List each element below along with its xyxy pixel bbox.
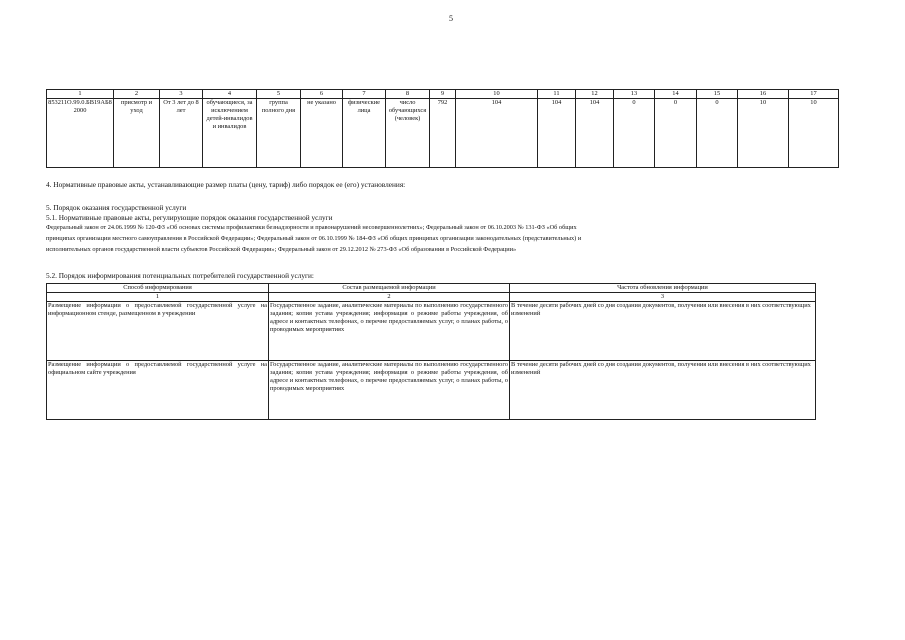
- law-line: принципах организации местного самоуправления в Российской Федерации»; Федеральный закон от 06.10.1999 № 184-ФЗ «Об общих принципах организации законодательных (представительных) и: [46, 235, 582, 242]
- section-5-1-heading: 5.1. Нормативные правовые акты, регулирующие порядок оказания государственной услуги: [46, 213, 333, 222]
- value-cell: 104: [576, 99, 614, 168]
- section-5-heading: 5. Порядок оказания государственной услуги: [46, 203, 187, 212]
- table-number-row: [47, 293, 816, 302]
- value-cell: 0: [697, 99, 738, 168]
- frequency-cell: В течение десяти рабочих дней со дня создания документов, получения или внесения в них соответствующих изменений: [510, 361, 816, 420]
- column-number: 14: [655, 90, 697, 99]
- value-cell: 104: [456, 99, 538, 168]
- method-cell: Размещение информации о предоставляемой государственной услуге на информационном стенде, размещенном в учреждении: [47, 302, 269, 361]
- column-header: Состав размещаемой информации: [269, 284, 510, 293]
- column-number: 3: [510, 293, 816, 302]
- registry-code-cell: 853211О.99.0.БВ19АБ82000: [47, 99, 114, 168]
- section-4-heading: 4. Нормативные правовые акты, устанавливающие размер платы (цену, тариф) либо порядок ее (его) установления:: [46, 180, 406, 189]
- column-number: 9: [430, 90, 456, 99]
- indicators-table: [46, 89, 839, 168]
- age-cell: От 3 лет до 8 лет: [160, 99, 203, 168]
- column-number: 4: [203, 90, 257, 99]
- law-line: исполнительных органов государственной власти субъектов Российской Федерации»; Федеральный закон от 29.12.2012 № 273-ФЗ «Об образовании в Российской Федерации»: [46, 246, 517, 253]
- law-line: Федеральный закон от 24.06.1999 № 120-ФЗ «Об основах системы профилактики безнадзорности и правонарушений несовершеннолетних»; Федеральный закон от 06.10.2003 № 131-ФЗ «Об общих: [46, 224, 577, 231]
- column-number: 10: [456, 90, 538, 99]
- column-number: 7: [343, 90, 386, 99]
- condition-cell: не указано: [301, 99, 343, 168]
- section-5-2-heading: 5.2. Порядок информирования потенциальных потребителей государственной услуги:: [46, 271, 314, 280]
- category-cell: обучающиеся, за исключением детей-инвалидов и инвалидов: [203, 99, 257, 168]
- table-row: [47, 302, 816, 361]
- column-number: 6: [301, 90, 343, 99]
- table-header-row: [47, 90, 839, 99]
- indicator-name-cell: число обучающихся (человек): [386, 99, 430, 168]
- consumer-cell: физические лица: [343, 99, 386, 168]
- method-cell: Размещение информации о предоставляемой государственной услуге на официальном сайте учреждения: [47, 361, 269, 420]
- value-cell: 10: [738, 99, 789, 168]
- column-number: 2: [114, 90, 160, 99]
- column-number: 15: [697, 90, 738, 99]
- column-number: 13: [614, 90, 655, 99]
- column-number: 2: [269, 293, 510, 302]
- column-number: 16: [738, 90, 789, 99]
- content-cell: Государственное задание, аналитические материалы по выполнению государственного задания; копия устава учреждения; информация о режиме работы учреждения, об адресе и контактных телефонах, о перечне предоставляемых услуг, о планах работы, о проводимых мероприятиях: [269, 302, 510, 361]
- value-cell: 10: [789, 99, 839, 168]
- page-number: 5: [449, 14, 453, 23]
- column-number: 8: [386, 90, 430, 99]
- column-number: 17: [789, 90, 839, 99]
- frequency-cell: В течение десяти рабочих дней со дня создания документов, получения или внесения в них соответствующих изменений: [510, 302, 816, 361]
- column-number: 3: [160, 90, 203, 99]
- column-number: 1: [47, 90, 114, 99]
- service-content-cell: присмотр и уход: [114, 99, 160, 168]
- column-header: Способ информирования: [47, 284, 269, 293]
- value-cell: 0: [614, 99, 655, 168]
- value-cell: 104: [538, 99, 576, 168]
- table-row: [47, 99, 839, 168]
- information-table: [46, 283, 816, 420]
- value-cell: 0: [655, 99, 697, 168]
- content-cell: Государственное задание, аналитические материалы по выполнению государственного задания; копия устава учреждения; информация о режиме работы учреждения, об адресе и контактных телефонах, о перечне предоставляемых услуг, о планах работы, о проводимых мероприятиях: [269, 361, 510, 420]
- column-number: 12: [576, 90, 614, 99]
- column-number: 5: [257, 90, 301, 99]
- table-row: [47, 361, 816, 420]
- stay-mode-cell: группа полного дня: [257, 99, 301, 168]
- column-number: 11: [538, 90, 576, 99]
- table-header-row: [47, 284, 816, 293]
- column-number: 1: [47, 293, 269, 302]
- column-header: Частота обновления информации: [510, 284, 816, 293]
- unit-code-cell: 792: [430, 99, 456, 168]
